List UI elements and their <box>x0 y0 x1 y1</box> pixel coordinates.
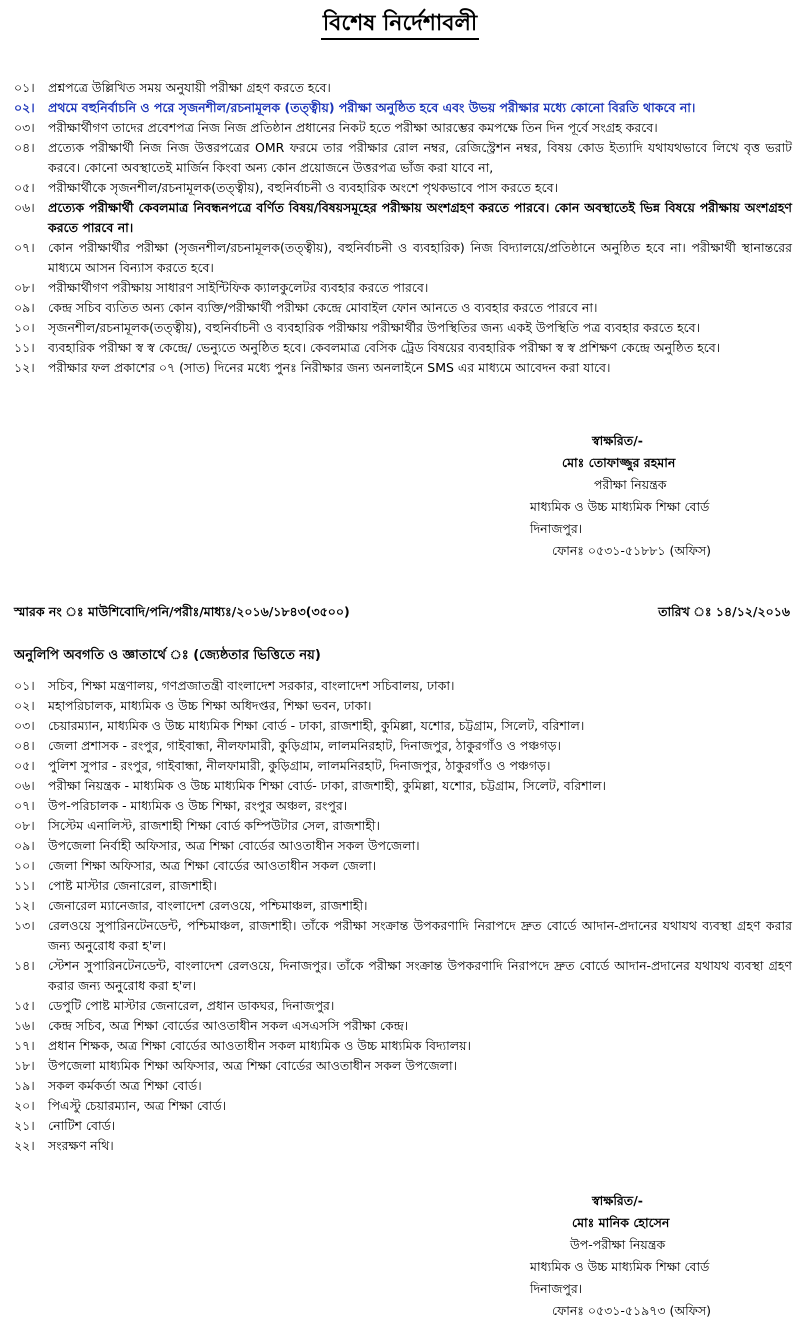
copy-item <box>14 956 792 996</box>
copy-item <box>14 696 792 716</box>
signatory-designation: উপ-পরীক্ষা নিয়ন্ত্রক <box>570 1237 666 1252</box>
item-number: ০৯। <box>14 838 35 853</box>
instruction-item <box>14 318 792 338</box>
item-text: পরীক্ষার্থীগণ তাদের প্রবেশপত্র নিজ নিজ প্রতিষ্ঠান প্রধানের নিকট হতে পরীক্ষা আরম্ভের কমপক্ষে তিন দিন পূর্বে সংগ্রহ করবে। <box>48 120 658 135</box>
signed-mark: স্বাক্ষরিত/- <box>592 433 643 448</box>
item-text: সৃজনশীল/রচনামূলক(তত্ত্বীয়), বহুনির্বাচনী ও ব্যবহারিক পরীক্ষায় পরীক্ষার্থীর উপস্থিতির জন্য একই উপস্থিতি পত্র ব্যবহার করতে হবে। <box>48 320 701 335</box>
item-number: ১৭। <box>14 1038 35 1053</box>
item-text: জেলা শিক্ষা অফিসার, অত্র শিক্ষা বোর্ডের আওতাধীন সকল জেলা। <box>48 858 377 873</box>
item-text: উপ-পরিচালক - মাধ্যমিক ও উচ্চ শিক্ষা, রংপুর অঞ্চল, রংপুর। <box>48 798 348 813</box>
item-number: ২০। <box>14 1098 35 1113</box>
copy-item <box>14 1016 792 1036</box>
item-number: ০৭। <box>14 240 35 255</box>
item-text: জেনারেল ম্যানেজার, বাংলাদেশ রেলওয়ে, পশ্চিমাঞ্চল, রাজশাহী। <box>48 898 368 913</box>
item-number: ১৩। <box>14 918 35 933</box>
memo-date: তারিখ ঃ ১৪/১২/২০১৬ <box>658 604 790 619</box>
signatory-city: দিনাজপুর। <box>530 1281 583 1296</box>
item-text: চেয়ারম্যান, মাধ্যমিক ও উচ্চ মাধ্যমিক শিক্ষা বোর্ড - ঢাকা, রাজশাহী, কুমিল্লা, যশোর, চট্টগ্রাম, সিলেট, বরিশাল। <box>48 718 585 733</box>
item-number: ১২। <box>14 898 35 913</box>
signatory-phone: ফোনঃ ০৫৩১-৫১৮৮১ (অফিস) <box>552 543 711 558</box>
item-text: পোষ্ট মাস্টার জেনারেল, রাজশাহী। <box>48 878 217 893</box>
item-number: ০২। <box>14 698 35 713</box>
instruction-item <box>14 338 792 358</box>
copy-item <box>14 876 792 896</box>
item-number: ১৯। <box>14 1078 35 1093</box>
item-text: উপজেলা নির্বাহী অফিসার, অত্র শিক্ষা বোর্ডের আওতাধীন সকল উপজেলা। <box>48 838 420 853</box>
item-number: ০৪। <box>14 140 35 155</box>
item-text: সংরক্ষণ নথি। <box>48 1138 114 1153</box>
item-number: ১২। <box>14 360 35 375</box>
item-text: মহাপরিচালক, মাধ্যমিক ও উচ্চ শিক্ষা অধিদপ্তর, শিক্ষা ভবন, ঢাকা। <box>48 698 372 713</box>
instruction-list <box>14 78 792 378</box>
signature-block-controller <box>530 430 711 562</box>
item-number: ১১। <box>14 878 35 893</box>
item-text: পুলিশ সুপার - রংপুর, গাইবান্ধা, নীলফামারী, কুড়িগ্রাম, লালমনিরহাট, দিনাজপুর, ঠাকুরগাঁও ও পঞ্চগড়। <box>48 758 551 773</box>
item-number: ০৮। <box>14 818 35 833</box>
item-text: ডেপুটি পোষ্ট মাস্টার জেনারেল, প্রধান ডাকঘর, দিনাজপুর। <box>48 998 335 1013</box>
item-number: ০৫। <box>14 180 35 195</box>
instruction-item <box>14 118 792 138</box>
item-number: ০৩। <box>14 120 35 135</box>
copy-list <box>14 676 792 1156</box>
item-number: ০৭। <box>14 798 35 813</box>
signatory-organization: মাধ্যমিক ও উচ্চ মাধ্যমিক শিক্ষা বোর্ড <box>530 499 710 514</box>
copy-item <box>14 1056 792 1076</box>
copy-heading: অনুলিপি অবগতি ও জ্ঞাতার্থে ঃ (জ্যেষ্ঠতার ভিত্তিতে নয়) <box>14 648 321 663</box>
item-number: ০৬। <box>14 778 35 793</box>
signatory-city: দিনাজপুর। <box>530 521 583 536</box>
copy-item <box>14 1076 792 1096</box>
instruction-item <box>14 278 792 298</box>
title-text: বিশেষ নির্দেশাবলী <box>321 11 479 40</box>
instruction-item <box>14 178 792 198</box>
item-text: কেন্দ্র সচিব ব্যতিত অন্য কোন ব্যক্তি/পরীক্ষার্থী পরীক্ষা কেন্দ্রে মোবাইল ফোন আনতে ও ব্যবহার করতে পারবে না। <box>48 300 598 315</box>
item-text: প্রশ্নপত্রে উল্লিখিত সময় অনুযায়ী পরীক্ষা গ্রহণ করতে হবে। <box>48 80 331 95</box>
signatory-organization: মাধ্যমিক ও উচ্চ মাধ্যমিক শিক্ষা বোর্ড <box>530 1259 710 1274</box>
item-text: কোন পরীক্ষার্থীর পরীক্ষা (সৃজনশীল/রচনামূলক(তত্ত্বীয়), বহুনির্বাচনী ও ব্যবহারিক) নিজ বিদ্যালয়ে/প্রতিষ্ঠানে অনুষ্ঠিত হবে না। পরীক্ষার্থী স্থানান্তরের মাধ্যমে আসন বিন্যাস করতে হবে। <box>48 240 792 275</box>
item-number: ১৪। <box>14 958 35 973</box>
item-number: ০৮। <box>14 280 35 295</box>
item-number: ১৬। <box>14 1018 35 1033</box>
instruction-item <box>14 298 792 318</box>
item-number: ২২। <box>14 1138 35 1153</box>
copy-item <box>14 756 792 776</box>
instruction-item <box>14 138 792 178</box>
item-number: ০৫। <box>14 758 35 773</box>
item-number: ১০। <box>14 320 35 335</box>
item-text: উপজেলা মাধ্যমিক শিক্ষা অফিসার, অত্র শিক্ষা বোর্ডের আওতাধীন সকল উপজেলা। <box>48 1058 458 1073</box>
signed-mark: স্বাক্ষরিত/- <box>592 1193 643 1208</box>
copy-item <box>14 816 792 836</box>
copy-item <box>14 856 792 876</box>
copy-item <box>14 716 792 736</box>
item-text: প্রধান শিক্ষক, অত্র শিক্ষা বোর্ডের আওতাধীন সকল মাধ্যমিক ও উচ্চ মাধ্যমিক বিদ্যালয়। <box>48 1038 471 1053</box>
item-text: কেন্দ্র সচিব, অত্র শিক্ষা বোর্ডের আওতাধীন সকল এসএসসি পরীক্ষা কেন্দ্র। <box>48 1018 409 1033</box>
copy-item <box>14 1136 792 1156</box>
instruction-item <box>14 358 792 378</box>
item-text: সকল কর্মকর্তা অত্র শিক্ষা বোর্ড। <box>48 1078 202 1093</box>
item-number: ১৫। <box>14 998 35 1013</box>
item-number: ১০। <box>14 858 35 873</box>
copy-item <box>14 796 792 816</box>
item-number: ০৩। <box>14 718 35 733</box>
item-text: পরীক্ষার্থীকে সৃজনশীল/রচনামূলক(তত্ত্বীয়), বহুনির্বাচনী ও ব্যবহারিক অংশে পৃথকভাবে পাস করতে হবে। <box>48 180 559 195</box>
item-text: স্টেশন সুপারিনটেনডেন্ট, বাংলাদেশ রেলওয়ে, দিনাজপুর। তাঁকে পরীক্ষা সংক্রান্ত উপকরণাদি নিরাপদে দ্রুত বোর্ডে আদান-প্রদানের যথাযথ ব্যবস্থা গ্রহণ করার জন্য অনুরোধ করা হ'ল। <box>48 958 792 993</box>
item-number: ১৮। <box>14 1058 35 1073</box>
item-number: ১১। <box>14 340 35 355</box>
item-text: রেলওয়ে সুপারিনটেনডেন্ট, পশ্চিমাঞ্চল, রাজশাহী। তাঁকে পরীক্ষা সংক্রান্ত উপকরণাদি নিরাপদে দ্রুত বোর্ডে আদান-প্রদানের যথাযথ ব্যবস্থা গ্রহণ করার জন্য অনুরোধ করা হ'ল। <box>48 918 792 953</box>
item-number: ০১। <box>14 80 35 95</box>
instruction-item-highlighted <box>14 98 792 118</box>
copy-item <box>14 1116 792 1136</box>
item-text: জেলা প্রশাসক - রংপুর, গাইবান্ধা, নীলফামারী, কুড়িগ্রাম, লালমনিরহাট, দিনাজপুর, ঠাকুরগাঁও ও পঞ্চগড়। <box>48 738 561 753</box>
item-text: পরীক্ষার্থীগণ পরীক্ষায় সাধারণ সাইন্টিফিক ক্যালকুলেটর ব্যবহার করতে পারবে। <box>48 280 429 295</box>
copy-item <box>14 1096 792 1116</box>
signatory-designation: পরীক্ষা নিয়ন্ত্রক <box>594 477 667 492</box>
item-number: ২১। <box>14 1118 35 1133</box>
item-number: ০৪। <box>14 738 35 753</box>
copy-item <box>14 836 792 856</box>
item-text: পরীক্ষার ফল প্রকাশের ০৭ (সাত) দিনের মধ্যে পুনঃ নিরীক্ষার জন্য অনলাইনে SMS এর মাধ্যমে আবেদন করা যাবে। <box>48 360 611 375</box>
item-number: ০২। <box>14 100 35 115</box>
page-title <box>0 6 800 43</box>
signature-block-deputy <box>530 1190 712 1322</box>
signatory-phone: ফোনঃ ০৫৩১-৫১৯৭৩ (অফিস) <box>552 1303 712 1318</box>
signatory-name: মোঃ তোফাজ্জুর রহমান <box>562 455 676 470</box>
copy-item <box>14 996 792 1016</box>
copy-item <box>14 916 792 956</box>
item-number: ০৯। <box>14 300 35 315</box>
item-text: সচিব, শিক্ষা মন্ত্রণালয়, গণপ্রজাতন্ত্রী বাংলাদেশ সরকার, বাংলাদেশ সচিবালয়, ঢাকা। <box>48 678 455 693</box>
instruction-item-bold <box>14 198 792 238</box>
item-text: ব্যবহারিক পরীক্ষা স্ব স্ব কেন্দ্রে/ ভেন্যুতে অনুষ্ঠিত হবে। কেবলমাত্র বেসিক ট্রেড বিষয়ের ব্যবহারিক পরীক্ষা স্ব স্ব প্রশিক্ষণ কেন্দ্রে অনুষ্ঠিত হবে। <box>48 340 721 355</box>
item-text: পরীক্ষা নিয়ন্ত্রক - মাধ্যমিক ও উচ্চ মাধ্যমিক শিক্ষা বোর্ড- ঢাকা, রাজশাহী, কুমিল্লা, যশোর, চট্টগ্রাম, সিলেট, বরিশাল। <box>48 778 607 793</box>
item-text: প্রত্যেক পরীক্ষার্থী নিজ নিজ উত্তরপত্রের OMR ফরমে তার পরীক্ষার রোল নম্বর, রেজিস্ট্রেশন নম্বর, বিষয় কোড ইত্যাদি যথাযথভাবে লিখে বৃত্ত ভরাট করবে। কোনো অবস্থাতেই মার্জিন কিংবা অন্য কোন প্রয়োজনে উত্তরপত্র ভাঁজ করা যাবে না, <box>48 140 792 175</box>
item-text: নোটিশ বোর্ড। <box>48 1118 116 1133</box>
item-text: সিস্টেম এনালিস্ট, রাজশাহী শিক্ষা বোর্ড কম্পিউটার সেল, রাজশাহী। <box>48 818 380 833</box>
instruction-item <box>14 238 792 278</box>
signatory-name: মোঃ মানিক হোসেন <box>572 1215 670 1230</box>
item-text: প্রথমে বহুনির্বাচনি ও পরে সৃজনশীল/রচনামূলক (তত্ত্বীয়) পরীক্ষা অনুষ্ঠিত হবে এবং উভয় পরীক্ষার মধ্যে কোনো বিরতি থাকবে না। <box>48 100 696 115</box>
instruction-item <box>14 78 792 98</box>
item-number: ০৬। <box>14 200 35 215</box>
copy-item <box>14 676 792 696</box>
copy-item <box>14 896 792 916</box>
memo-reference: স্মারক নং ঃ মাউশিবোদি/পনি/পরীঃ/মাধ্যঃ/২০১৬/১৮৪৩(৩৫০০) <box>14 604 350 619</box>
copy-item <box>14 776 792 796</box>
item-text: পিএস্টু চেয়ারম্যান, অত্র শিক্ষা বোর্ড। <box>48 1098 227 1113</box>
item-text: প্রত্যেক পরীক্ষার্থী কেবলমাত্র নিবন্ধনপত্রে বর্ণিত বিষয়/বিষয়সমূহের পরীক্ষায় অংশগ্রহণ করতে পারবে। কোন অবস্থাতেই ভিন্ন বিষয়ে পরীক্ষায় অংশগ্রহণ করতে পারবে না। <box>48 200 792 235</box>
copy-item <box>14 736 792 756</box>
copy-item <box>14 1036 792 1056</box>
item-number: ০১। <box>14 678 35 693</box>
